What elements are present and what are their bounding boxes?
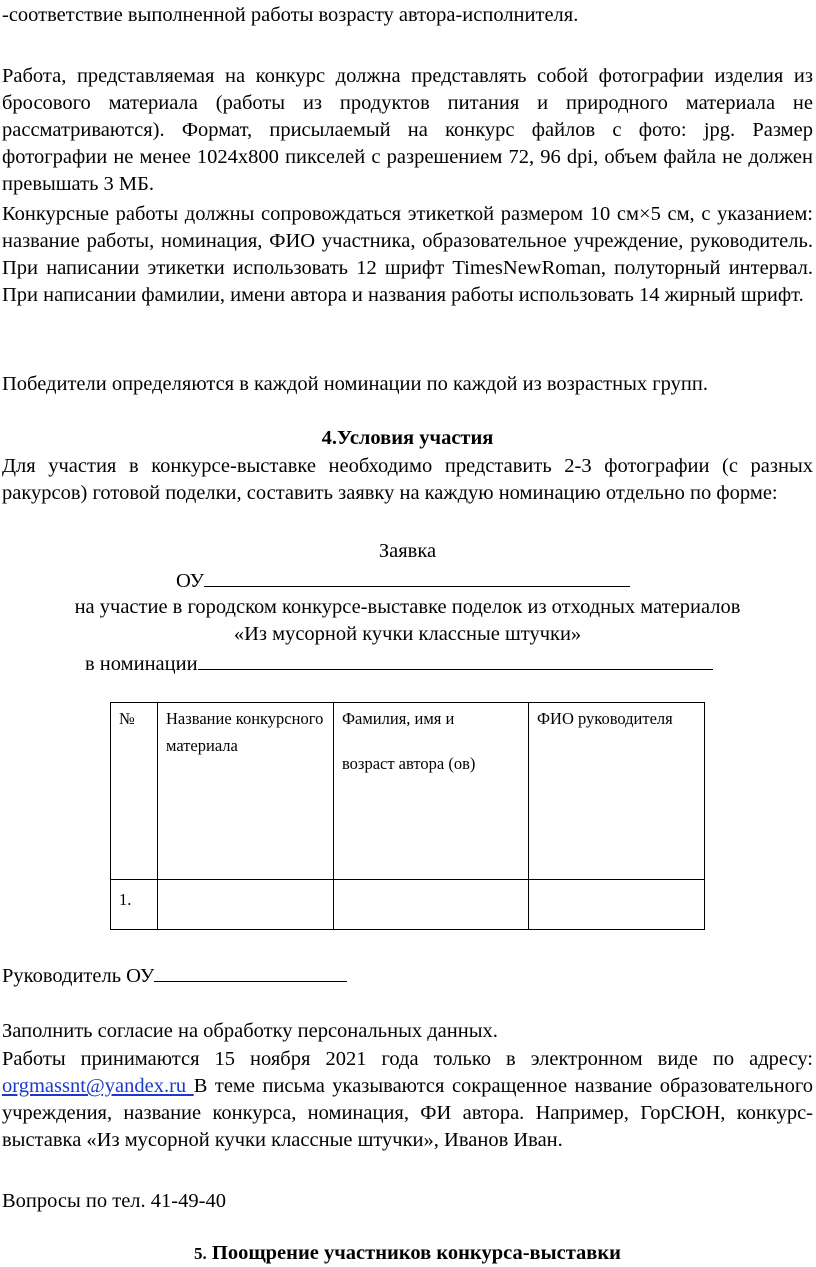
table-row — [111, 880, 705, 930]
section-5-number: 5. — [194, 1244, 207, 1263]
row-author[interactable] — [334, 880, 529, 930]
section-4-title: 4.Условия участия — [321, 427, 494, 449]
label-paragraph: Конкурсные работы должны сопровождаться этикеткой размером 10 см×5 см, с указанием: название работы, номинация, ФИО участника, образовательное учреждение, руководитель. При написании этикетки использовать 12 шрифт TimesNewRoman, полуторный интервал. При написании фамилии, имени автора и названия работы использовать 14 жирный шрифт. — [2, 203, 813, 306]
winners-paragraph: Победители определяются в каждой номинации по каждой из возрастных групп. — [2, 373, 708, 395]
head-signature-line — [2, 961, 347, 990]
email-link[interactable]: orgmassnt@yandex.ru — [2, 1075, 194, 1097]
consent-line: Заполнить согласие на обработку персональных данных. — [2, 1020, 498, 1042]
ou-blank-field[interactable] — [204, 566, 630, 587]
nomination-label: в номинации — [85, 653, 198, 675]
header-author — [334, 703, 529, 880]
application-title: Заявка — [378, 540, 437, 562]
ou-line — [176, 566, 630, 595]
table-header-row — [111, 703, 705, 880]
header-material-name: Название конкурсного материала — [158, 703, 334, 880]
participation-paragraph: Для участия в конкурсе-выставке необходимо представить 2-3 фотографии (с разных ракурсов) готовой поделки, составить заявку на каждую номинацию отдельно по форме: — [2, 455, 813, 504]
phone-line: Вопросы по тел. 41-49-40 — [2, 1190, 226, 1212]
contest-name: «Из мусорной кучки классные штучки» — [233, 623, 582, 645]
format-paragraph: Работа, представляемая на конкурс должна представлять собой фотографии изделия из бросового материала (работы из продуктов питания и природного материала не рассматриваются). Формат, присылаемый на конкурс файлов с фото: jpg. Размер фотографии не менее 1024х800 пикселей с разрешением 72, 96 dpi, объем файла не должен превышать 3 МБ. — [2, 65, 813, 195]
row-material-name[interactable] — [158, 880, 334, 930]
submission-paragraph — [2, 1046, 813, 1154]
header-supervisor: ФИО руководителя — [529, 703, 705, 880]
ou-label: ОУ — [176, 570, 205, 592]
nomination-blank-field[interactable] — [198, 649, 713, 670]
row-number: 1. — [111, 880, 158, 930]
submission-details: В теме письма указываются сокращенное название образовательного учреждения, название конкурса, номинация, ФИ автора. Например, ГорСЮН, конкурс-выставка «Из мусорной кучки классные штучки», Иванов Иван. — [2, 1075, 813, 1151]
header-author-line2: возраст автора (ов) — [342, 754, 476, 773]
row-supervisor[interactable] — [529, 880, 705, 930]
nomination-line — [85, 649, 713, 678]
header-number: № — [111, 703, 158, 880]
submission-text: Работы принимаются 15 ноября 2021 года только в электронном виде по адресу: — [2, 1048, 813, 1070]
section-5-text: Поощрение участников конкурса-выставки — [211, 1242, 621, 1264]
header-author-line1: Фамилия, имя и — [342, 709, 455, 728]
head-label: Руководитель ОУ — [2, 965, 155, 987]
application-table — [110, 702, 705, 930]
application-purpose: на участие в городском конкурсе-выставке поделок из отходных материалов — [74, 596, 741, 618]
head-blank-field[interactable] — [154, 961, 347, 982]
compliance-criterion: -соответствие выполненной работы возрасту автора-исполнителя. — [2, 4, 579, 26]
